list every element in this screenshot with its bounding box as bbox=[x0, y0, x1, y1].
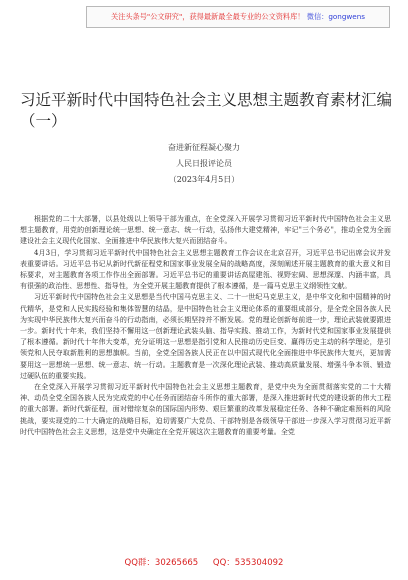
document-author: 人民日报评论员 bbox=[176, 159, 232, 168]
body-paragraph-1: 根据党的二十大部署，以县处级以上领导干部为重点，在全党深入开展学习贯彻习近平新时代中国特色社会主义思想主题教育，用党的创新理论统一思想、统一意志、统一行动，弘扬伟大建党精神，牢记"三个务必"，推动全党为全面建设社会主义现代化国家、全面推进中华民族伟大复兴而团结奋斗。 bbox=[20, 215, 391, 246]
document-body bbox=[20, 214, 391, 542]
promo-banner bbox=[86, 6, 390, 28]
contact-footer bbox=[0, 556, 408, 568]
banner-wechat-text: 微信：gongwens bbox=[306, 12, 366, 21]
banner-promo-text: 关注头条号"公文研究"，获得最新最全最专业的公文资料库！ bbox=[110, 12, 305, 21]
qq-group-text: QQ群：30265665 bbox=[124, 558, 199, 568]
document-title: 习近平新时代中国特色社会主义思想主题教育素材汇编（一） bbox=[20, 91, 393, 130]
body-paragraph-2: 4月3日，学习贯彻习近平新时代中国特色社会主义思想主题教育工作会议在北京召开，习近平总书记出席会议并发表重要讲话。习近平总书记从新时代新征程党和国家事业发展全局的战略高度，深刻阐述开展主题教育的重大意义和目标要求，对主题教育各项工作作出全面部署。习近平总书记的重要讲话高屋建瓴、视野宏阔、思想深邃、内涵丰富，具有很强的政治性、思想性、指导性，为全党开展主题教育提供了根本遵循，是一篇马克思主义纲领性文献。 bbox=[20, 248, 391, 291]
document-subtitle: 奋进新征程凝心聚力 bbox=[168, 143, 240, 152]
body-paragraph-3: 习近平新时代中国特色社会主义思想是当代中国马克思主义、二十一世纪马克思主义，是中华文化和中国精神的时代精华，是党和人民实践经验和集体智慧的结晶，是中国特色社会主义理论体系的重要组成部分，是全党全国各族人民为实现中华民族伟大复兴而奋斗的行动指南，必须长期坚持并不断发展。党的理论创新每前进一步，理论武装就要跟进一步。新时代十年来，我们坚持不懈用这一创新理论武装头脑、指导实践、推动工作，为新时代党和国家事业发展提供了根本遵循。新时代十年伟大变革，充分证明这一思想是指引党和人民推动历史巨变、赢得历史主动的科学理论，是引领党和人民夺取新胜利的思想旗帜。当前，全党全国各族人民正在以中国式现代化全面推进中华民族伟大复兴，更加需要用这一思想统一思想、统一意志、统一行动。主题教育是一次深化理论武装、推动高质量发展、增强斗争本领、锻造过硬队伍的重要实践。 bbox=[20, 293, 391, 380]
body-paragraph-4: 在全党深入开展学习贯彻习近平新时代中国特色社会主义思想主题教育，是党中央为全面贯彻落实党的二十大精神、动员全党全国各族人民为完成党的中心任务而团结奋斗所作的重大部署，是深入推进新时代党的建设新的伟大工程的重大部署。新时代新征程，面对错综复杂的国际国内形势、艰巨繁重的改革发展稳定任务、各种不确定难预料的风险挑战，要实现党的二十大确定的战略目标，迫切需要广大党员、干部特别是各级领导干部进一步深入学习贯彻习近平新时代中国特色社会主义思想，这是党中央确定在全党开展这次主题教育的重要考量。全党 bbox=[20, 383, 391, 436]
qq-number-text: QQ：535304092 bbox=[212, 558, 284, 568]
document-date: （2023年4月5日） bbox=[168, 175, 240, 184]
